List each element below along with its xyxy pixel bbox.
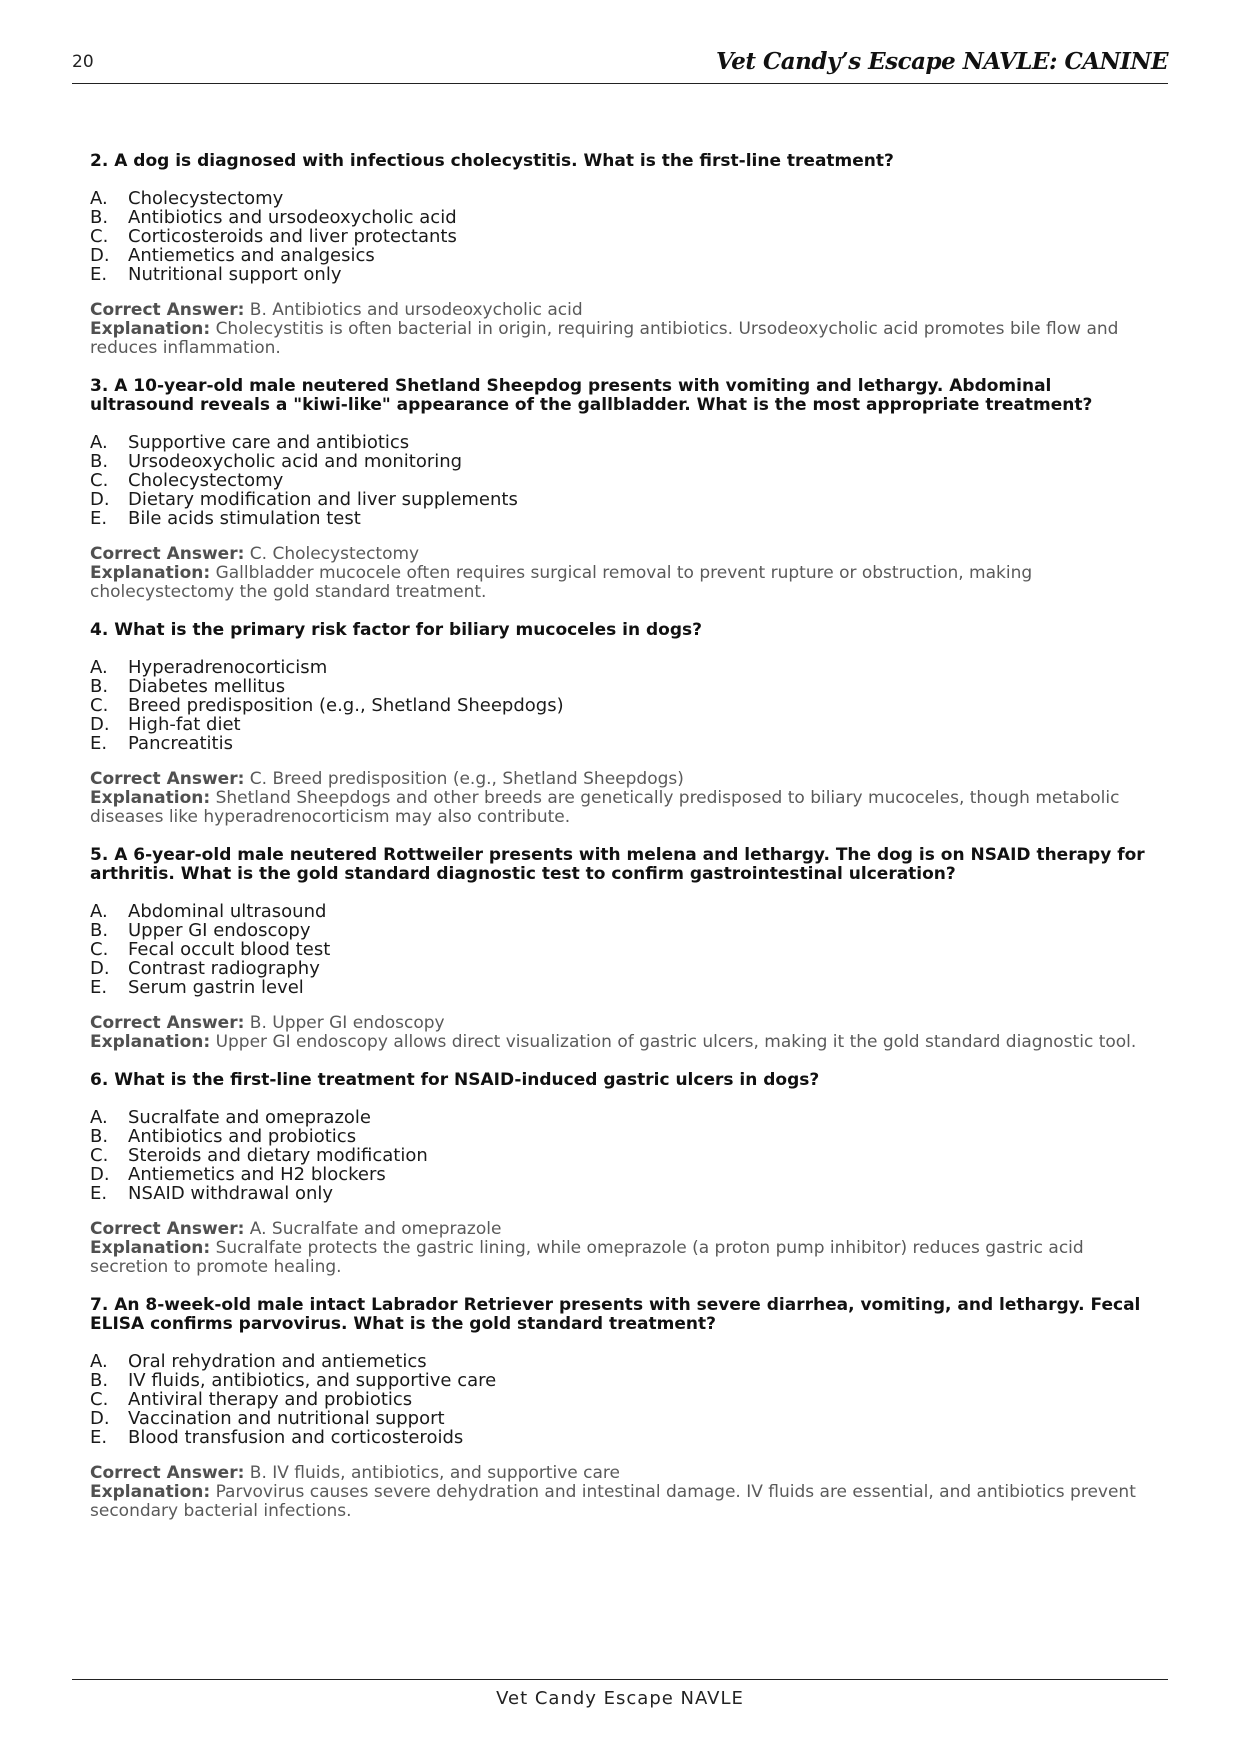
option-text: Hyperadrenocorticism [128, 657, 328, 678]
option-item [90, 978, 1150, 997]
option-letter: B. [90, 207, 109, 228]
option-text: Oral rehydration and antiemetics [128, 1351, 427, 1372]
explanation-line [90, 320, 1150, 358]
running-header-title: Vet Candy’s Escape NAVLE: CANINE [715, 48, 1168, 75]
option-item [90, 227, 1150, 246]
correct-answer-value: C. Cholecystectomy [249, 544, 420, 564]
answer-block [90, 301, 1150, 358]
explanation-line [90, 789, 1150, 827]
correct-answer-line [90, 1014, 1150, 1033]
option-letter: A. [90, 901, 108, 922]
option-item [90, 1352, 1150, 1371]
option-text: Cholecystectomy [128, 188, 284, 209]
option-text: Antibiotics and ursodeoxycholic acid [128, 207, 457, 228]
correct-answer-label: Correct Answer: [90, 544, 245, 564]
explanation-label: Explanation: [90, 319, 211, 339]
correct-answer-label: Correct Answer: [90, 300, 245, 320]
correct-answer-line [90, 545, 1150, 564]
option-text: Vaccination and nutritional support [128, 1408, 445, 1429]
option-text: Fecal occult blood test [128, 939, 331, 960]
option-text: Upper GI endoscopy [128, 920, 311, 941]
option-item [90, 433, 1150, 452]
option-text: Antiemetics and H2 blockers [128, 1164, 386, 1185]
option-list [90, 433, 1150, 528]
option-item [90, 1371, 1150, 1390]
option-text: Supportive care and antibiotics [128, 432, 410, 453]
option-letter: B. [90, 920, 109, 941]
explanation-line [90, 1033, 1150, 1052]
option-text: Cholecystectomy [128, 470, 284, 491]
correct-answer-line [90, 301, 1150, 320]
option-letter: A. [90, 188, 108, 209]
explanation-label: Explanation: [90, 1032, 211, 1052]
option-list [90, 189, 1150, 284]
correct-answer-line [90, 770, 1150, 789]
option-item [90, 940, 1150, 959]
option-letter: E. [90, 733, 108, 754]
option-text: Pancreatitis [128, 733, 233, 754]
option-text: Ursodeoxycholic acid and monitoring [128, 451, 463, 472]
option-text: Breed predisposition (e.g., Shetland Sheepdogs) [128, 695, 564, 716]
explanation-text: Cholecystitis is often bacterial in origin, requiring antibiotics. Ursodeoxycholic acid promotes bile flow and reduces inflammation. [90, 319, 1119, 358]
option-letter: C. [90, 1389, 109, 1410]
option-text: Antiemetics and analgesics [128, 245, 375, 266]
correct-answer-value: B. Upper GI endoscopy [249, 1013, 445, 1033]
option-letter: A. [90, 657, 108, 678]
answer-block [90, 1464, 1150, 1521]
option-list [90, 902, 1150, 997]
running-footer: Vet Candy Escape NAVLE [496, 1688, 744, 1709]
correct-answer-value: C. Breed predisposition (e.g., Shetland Sheepdogs) [249, 769, 684, 789]
explanation-text: Parvovirus causes severe dehydration and intestinal damage. IV fluids are essential, and antibiotics prevent secondary bacterial infections. [90, 1482, 1136, 1521]
option-item [90, 715, 1150, 734]
option-item [90, 265, 1150, 284]
question-text: 5. A 6-year-old male neutered Rottweiler presents with melena and lethargy. The dog is on NSAID therapy for arthritis. What is the gold standard diagnostic test to confirm gastrointestinal ulceration? [90, 845, 1145, 884]
option-letter: B. [90, 451, 109, 472]
option-list [90, 1352, 1150, 1447]
option-list [90, 658, 1150, 753]
option-letter: E. [90, 1427, 108, 1448]
explanation-text: Gallbladder mucocele often requires surgical removal to prevent rupture or obstruction, making cholecystectomy the gold standard treatment. [90, 563, 1033, 602]
option-letter: C. [90, 939, 109, 960]
option-item [90, 902, 1150, 921]
option-text: Abdominal ultrasound [128, 901, 327, 922]
option-letter: D. [90, 958, 110, 979]
explanation-label: Explanation: [90, 1238, 211, 1258]
option-text: Antiviral therapy and probiotics [128, 1389, 413, 1410]
option-item [90, 921, 1150, 940]
question-item [90, 1071, 1150, 1277]
option-letter: C. [90, 470, 109, 491]
answer-block [90, 1220, 1150, 1277]
option-letter: C. [90, 226, 109, 247]
answer-block [90, 1014, 1150, 1052]
option-letter: E. [90, 1183, 108, 1204]
option-letter: D. [90, 245, 110, 266]
question-text: 7. An 8-week-old male intact Labrador Retriever presents with severe diarrhea, vomiting, and lethargy. Fecal ELISA confirms parvovirus. What is the gold standard treatment? [90, 1295, 1141, 1334]
option-text: Steroids and dietary modification [128, 1145, 428, 1166]
option-item [90, 1428, 1150, 1447]
question-item [90, 846, 1150, 1052]
option-text: Bile acids stimulation test [128, 508, 361, 529]
option-item [90, 734, 1150, 753]
option-letter: D. [90, 489, 110, 510]
option-letter: B. [90, 676, 109, 697]
option-letter: E. [90, 977, 108, 998]
explanation-label: Explanation: [90, 1482, 211, 1502]
option-text: IV fluids, antibiotics, and supportive care [128, 1370, 497, 1391]
option-item [90, 189, 1150, 208]
explanation-label: Explanation: [90, 788, 211, 808]
option-item [90, 1127, 1150, 1146]
option-text: High-fat diet [128, 714, 241, 735]
option-item [90, 1108, 1150, 1127]
correct-answer-label: Correct Answer: [90, 1219, 245, 1239]
option-letter: E. [90, 508, 108, 529]
option-letter: D. [90, 714, 110, 735]
correct-answer-line [90, 1220, 1150, 1239]
option-letter: A. [90, 1107, 108, 1128]
option-letter: B. [90, 1370, 109, 1391]
correct-answer-value: B. IV fluids, antibiotics, and supportive care [249, 1463, 620, 1483]
option-item [90, 959, 1150, 978]
option-letter: B. [90, 1126, 109, 1147]
option-item [90, 658, 1150, 677]
option-item [90, 490, 1150, 509]
question-text: 4. What is the primary risk factor for biliary mucoceles in dogs? [90, 620, 702, 640]
option-text: Nutritional support only [128, 264, 342, 285]
explanation-line [90, 1239, 1150, 1277]
option-list [90, 1108, 1150, 1203]
option-text: Contrast radiography [128, 958, 320, 979]
option-item [90, 1409, 1150, 1428]
question-item [90, 377, 1150, 602]
option-item [90, 696, 1150, 715]
option-letter: D. [90, 1408, 110, 1429]
option-text: Corticosteroids and liver protectants [128, 226, 457, 247]
option-item [90, 1184, 1150, 1203]
explanation-label: Explanation: [90, 563, 211, 583]
correct-answer-label: Correct Answer: [90, 769, 245, 789]
correct-answer-value: A. Sucralfate and omeprazole [249, 1219, 502, 1239]
option-item [90, 509, 1150, 528]
question-list [90, 152, 1150, 1540]
option-item [90, 677, 1150, 696]
question-item [90, 621, 1150, 827]
option-letter: C. [90, 1145, 109, 1166]
footer-divider [72, 1679, 1168, 1680]
answer-block [90, 545, 1150, 602]
option-letter: A. [90, 1351, 108, 1372]
option-item [90, 452, 1150, 471]
explanation-line [90, 564, 1150, 602]
option-item [90, 246, 1150, 265]
question-item [90, 152, 1150, 358]
question-text: 6. What is the first-line treatment for NSAID-induced gastric ulcers in dogs? [90, 1070, 820, 1090]
option-item [90, 471, 1150, 490]
option-item [90, 1390, 1150, 1409]
explanation-text: Sucralfate protects the gastric lining, while omeprazole (a proton pump inhibitor) reduces gastric acid secretion to promote healing. [90, 1238, 1084, 1277]
option-text: Serum gastrin level [128, 977, 304, 998]
option-item [90, 208, 1150, 227]
option-letter: C. [90, 695, 109, 716]
option-item [90, 1165, 1150, 1184]
explanation-text: Upper GI endoscopy allows direct visualization of gastric ulcers, making it the gold standard diagnostic tool. [215, 1032, 1137, 1052]
correct-answer-line [90, 1464, 1150, 1483]
correct-answer-label: Correct Answer: [90, 1013, 245, 1033]
option-text: Sucralfate and omeprazole [128, 1107, 371, 1128]
option-text: Blood transfusion and corticosteroids [128, 1427, 464, 1448]
answer-block [90, 770, 1150, 827]
correct-answer-label: Correct Answer: [90, 1463, 245, 1483]
option-text: Antibiotics and probiotics [128, 1126, 357, 1147]
option-letter: D. [90, 1164, 110, 1185]
explanation-text: Shetland Sheepdogs and other breeds are genetically predisposed to biliary mucoceles, though metabolic diseases like hyperadrenocorticism may also contribute. [90, 788, 1120, 827]
option-text: NSAID withdrawal only [128, 1183, 334, 1204]
question-text: 3. A 10-year-old male neutered Shetland Sheepdog presents with vomiting and lethargy. Abdominal ultrasound reveals a "kiwi-like" appearance of the gallbladder. What is the most appropriate treatment? [90, 376, 1093, 415]
question-item [90, 1296, 1150, 1521]
question-text: 2. A dog is diagnosed with infectious cholecystitis. What is the first-line treatment? [90, 151, 894, 171]
page-number: 20 [72, 52, 94, 72]
header-divider [72, 83, 1168, 84]
explanation-line [90, 1483, 1150, 1521]
correct-answer-value: B. Antibiotics and ursodeoxycholic acid [249, 300, 583, 320]
option-text: Dietary modification and liver supplements [128, 489, 518, 510]
option-text: Diabetes mellitus [128, 676, 286, 697]
option-letter: E. [90, 264, 108, 285]
option-letter: A. [90, 432, 108, 453]
option-item [90, 1146, 1150, 1165]
